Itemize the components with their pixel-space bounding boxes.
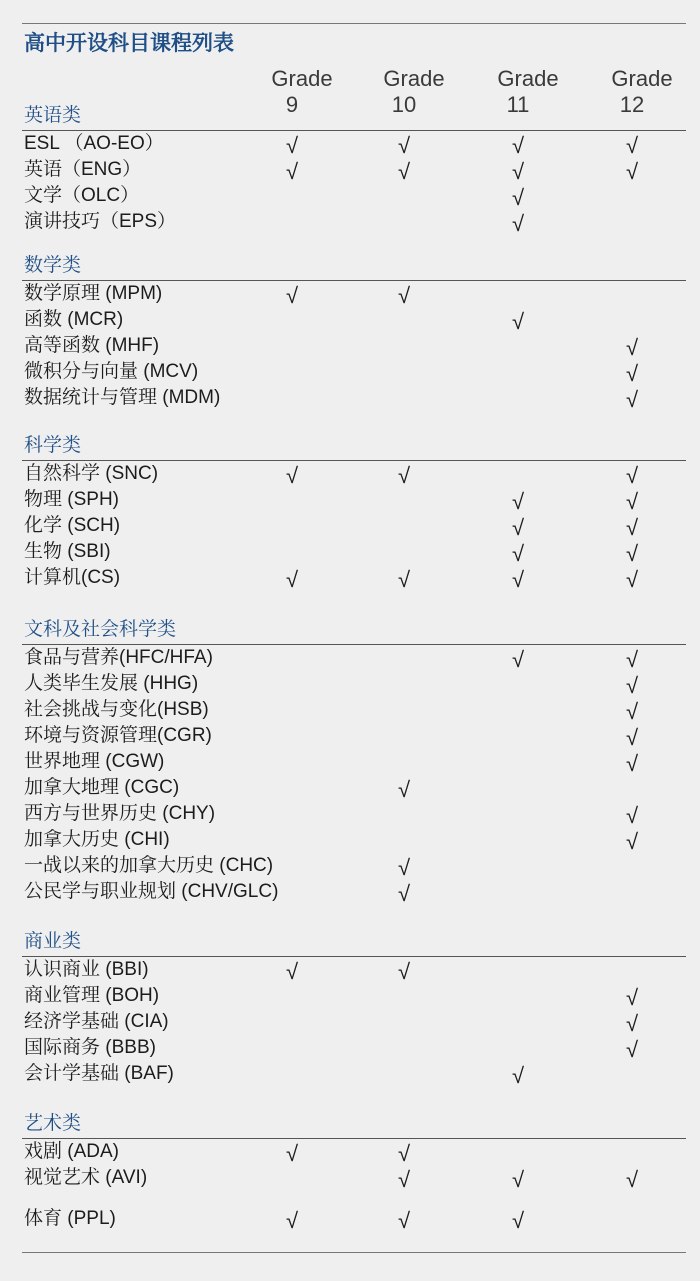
- checkmark-icon: √: [625, 699, 639, 724]
- bottom-rule: [22, 1252, 686, 1253]
- course-label: 自然科学 (SNC): [24, 463, 159, 484]
- grade-number: 10: [391, 92, 417, 117]
- checkmark-icon: √: [285, 283, 299, 308]
- category-heading: 艺术类: [24, 1113, 82, 1134]
- checkmark-icon: √: [625, 515, 639, 540]
- course-label: 商业管理 (BOH): [24, 985, 160, 1006]
- course-label: 经济学基础 (CIA): [24, 1011, 169, 1032]
- checkmark-icon: √: [625, 829, 639, 854]
- checkmark-icon: √: [511, 1063, 525, 1088]
- checkmark-icon: √: [397, 283, 411, 308]
- course-label: 戏剧 (ADA): [24, 1141, 120, 1162]
- checkmark-icon: √: [625, 541, 639, 566]
- page-title: 高中开设科目课程列表: [24, 32, 234, 55]
- category-divider: [22, 1138, 686, 1139]
- course-label: 加拿大地理 (CGC): [24, 777, 180, 798]
- category-heading: 文科及社会科学类: [24, 619, 177, 640]
- checkmark-icon: √: [511, 309, 525, 334]
- grade-word: Grade: [497, 66, 559, 91]
- category-heading: 科学类: [24, 435, 82, 456]
- grade-word: Grade: [271, 66, 333, 91]
- checkmark-icon: √: [397, 133, 411, 158]
- course-label: 视觉艺术 (AVI): [24, 1167, 148, 1188]
- category-divider: [22, 280, 686, 281]
- category-heading: 英语类: [24, 105, 82, 126]
- course-label: 西方与世界历史 (CHY): [24, 803, 216, 824]
- course-label: 认识商业 (BBI): [24, 959, 149, 980]
- course-label: 加拿大历史 (CHI): [24, 829, 170, 850]
- checkmark-icon: √: [397, 1167, 411, 1192]
- checkmark-icon: √: [397, 959, 411, 984]
- checkmark-icon: √: [511, 159, 525, 184]
- checkmark-icon: √: [397, 463, 411, 488]
- grade-number: 12: [619, 92, 645, 117]
- course-label: 生物 (SBI): [24, 541, 111, 562]
- checkmark-icon: √: [625, 1011, 639, 1036]
- course-label: 国际商务 (BBB): [24, 1037, 156, 1058]
- checkmark-icon: √: [511, 541, 525, 566]
- course-label: 环境与资源管理(CGR): [24, 725, 212, 746]
- category-divider: [22, 460, 686, 461]
- checkmark-icon: √: [397, 777, 411, 802]
- course-label: 数学原理 (MPM): [24, 283, 163, 304]
- checkmark-icon: √: [285, 463, 299, 488]
- grade-header-9: [257, 66, 347, 118]
- checkmark-icon: √: [625, 489, 639, 514]
- category-divider: [22, 644, 686, 645]
- course-label: 人类毕生发展 (HHG): [24, 673, 199, 694]
- grade-word: Grade: [383, 66, 445, 91]
- course-label: 化学 (SCH): [24, 515, 121, 536]
- course-label: 社会挑战与变化(HSB): [24, 699, 209, 720]
- category-heading: 数学类: [24, 255, 82, 276]
- checkmark-icon: √: [285, 159, 299, 184]
- category-heading: 商业类: [24, 931, 82, 952]
- grade-number: 11: [506, 92, 530, 117]
- checkmark-icon: √: [625, 647, 639, 672]
- checkmark-icon: √: [285, 1141, 299, 1166]
- course-label: 高等函数 (MHF): [24, 335, 160, 356]
- checkmark-icon: √: [397, 567, 411, 592]
- course-label: 体育 (PPL): [24, 1208, 116, 1229]
- checkmark-icon: √: [625, 673, 639, 698]
- checkmark-icon: √: [285, 1208, 299, 1233]
- course-label: ESL （AO-EO）: [24, 133, 164, 154]
- checkmark-icon: √: [625, 725, 639, 750]
- checkmark-icon: √: [511, 185, 525, 210]
- grade-header-10: [369, 66, 459, 118]
- checkmark-icon: √: [397, 881, 411, 906]
- checkmark-icon: √: [625, 387, 639, 412]
- checkmark-icon: √: [511, 647, 525, 672]
- checkmark-icon: √: [625, 567, 639, 592]
- course-label: 公民学与职业规划 (CHV/GLC): [24, 881, 279, 902]
- checkmark-icon: √: [625, 803, 639, 828]
- course-label: 会计学基础 (BAF): [24, 1063, 174, 1084]
- course-label: 演讲技巧（EPS）: [24, 211, 177, 232]
- checkmark-icon: √: [511, 1167, 525, 1192]
- checkmark-icon: √: [511, 489, 525, 514]
- checkmark-icon: √: [625, 335, 639, 360]
- course-label: 食品与营养(HFC/HFA): [24, 647, 213, 668]
- checkmark-icon: √: [511, 515, 525, 540]
- checkmark-icon: √: [625, 133, 639, 158]
- course-label: 一战以来的加拿大历史 (CHC): [24, 855, 274, 876]
- checkmark-icon: √: [285, 567, 299, 592]
- checkmark-icon: √: [511, 567, 525, 592]
- checkmark-icon: √: [625, 751, 639, 776]
- category-divider: [22, 956, 686, 957]
- checkmark-icon: √: [397, 855, 411, 880]
- checkmark-icon: √: [625, 159, 639, 184]
- checkmark-icon: √: [625, 1167, 639, 1192]
- course-label: 函数 (MCR): [24, 309, 124, 330]
- grade-header-11: [483, 66, 573, 118]
- checkmark-icon: √: [511, 1208, 525, 1233]
- checkmark-icon: √: [397, 159, 411, 184]
- course-label: 世界地理 (CGW): [24, 751, 165, 772]
- course-label: 文学（OLC）: [24, 185, 140, 206]
- checkmark-icon: √: [285, 959, 299, 984]
- checkmark-icon: √: [285, 133, 299, 158]
- grade-word: Grade: [611, 66, 673, 91]
- checkmark-icon: √: [511, 133, 525, 158]
- category-divider: [22, 130, 686, 131]
- checkmark-icon: √: [397, 1141, 411, 1166]
- checkmark-icon: √: [625, 463, 639, 488]
- grade-header-12: [597, 66, 687, 118]
- checkmark-icon: √: [511, 211, 525, 236]
- course-label: 数据统计与管理 (MDM): [24, 387, 221, 408]
- course-label: 英语（ENG）: [24, 159, 142, 180]
- top-rule: [22, 23, 686, 24]
- checkmark-icon: √: [397, 1208, 411, 1233]
- grade-number: 9: [285, 92, 299, 117]
- checkmark-icon: √: [625, 1037, 639, 1062]
- course-label: 计算机(CS): [24, 567, 121, 588]
- checkmark-icon: √: [625, 361, 639, 386]
- course-label: 微积分与向量 (MCV): [24, 361, 199, 382]
- checkmark-icon: √: [625, 985, 639, 1010]
- course-label: 物理 (SPH): [24, 489, 120, 510]
